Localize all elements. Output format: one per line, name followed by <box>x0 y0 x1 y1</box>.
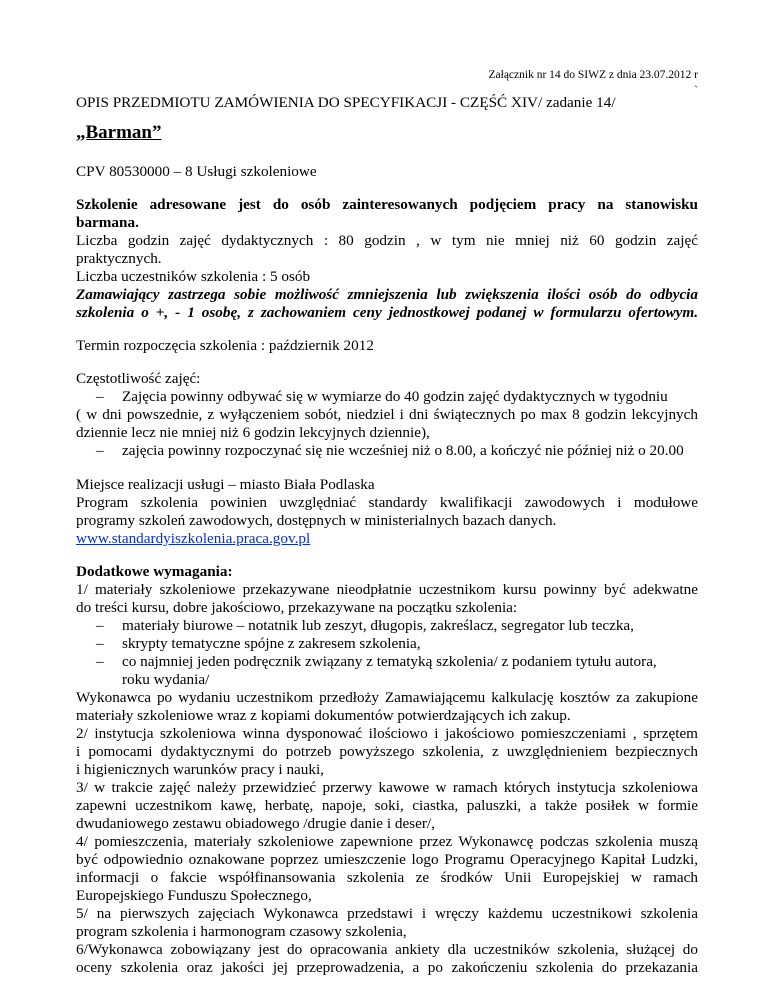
materials-item-3-line-2: roku wydania/ <box>122 671 210 688</box>
frequency-bullet-2 <box>96 442 684 461</box>
req-1b-line-2: materiały szkoleniowe wraz z kopiami dokumentów potwierdzających ich zakup. <box>76 707 571 724</box>
req-3-line-3: dwudaniowego zestawu obiadowego /drugie danie i deser/, <box>76 815 435 832</box>
location-line: Miejsce realizacji usługi – miasto Biała Podlaska <box>76 476 375 493</box>
frequency-label: Częstotliwość zajęć: <box>76 370 201 387</box>
materials-item-2 <box>96 635 421 654</box>
req-3-line-2: zapewni uczestnikom kawę, herbatę, napoje, soki, ciastka, paluszki, a także posiłek w formie <box>76 797 698 814</box>
req-2-line-2: i pomocami dydaktycznymi do potrzeb powyższego szkolenia, z uwzględnieniem bezpiecznych <box>76 743 698 760</box>
frequency-bullet-1-text: Zajęcia powinny odbywać się w wymiarze do 40 godzin zajęć dydaktycznych w tygodniu <box>122 388 668 405</box>
materials-item-2-text: skrypty tematyczne spójne z zakresem szkolenia, <box>122 635 421 652</box>
materials-item-1 <box>96 617 634 636</box>
dash-bullet: – <box>96 442 104 459</box>
req-4-line-4: Europejskiego Funduszu Społecznego, <box>76 887 312 904</box>
cpv-code: CPV 80530000 – 8 Usługi szkoleniowe <box>76 163 317 180</box>
req-4-line-1: 4/ pomieszczenia, materiały szkoleniowe zapewnione przez Wykonawcę podczas szkolenia muszą <box>76 833 698 850</box>
hours-line-1: Liczba godzin zajęć dydaktycznych : 80 godzin , w tym nie mniej niż 60 godzin zajęć <box>76 232 698 249</box>
frequency-bullet-1 <box>96 388 668 407</box>
frequency-line-2: ( w dni powszednie, z wyłączeniem sobót, niedziel i dni świątecznych po max 8 godzin lekcyjnych <box>76 406 698 423</box>
req-6-line-1: 6/Wykonawca zobowiązany jest do opracowania ankiety dla uczestników szkolenia, służącej do <box>76 941 698 958</box>
req-2-line-3: i higienicznych warunków pracy i nauki, <box>76 761 324 778</box>
req-5-line-2: program szkolenia i harmonogram czasowy szkolenia, <box>76 923 407 940</box>
document-title: „Barman” <box>76 122 162 143</box>
req-2-line-1: 2/ instytucja szkoleniowa winna dysponować ilościowo i jakościowo pomieszczeniami , sprzętem <box>76 725 698 742</box>
dash-bullet: – <box>96 617 104 634</box>
materials-item-3-text: co najmniej jeden podręcznik związany z tematyką szkolenia/ z podaniem tytułu autora, <box>122 653 657 670</box>
req-3-line-1: 3/ w trakcie zajęć należy przewidzieć przerwy kawowe w ramach których instytucja szkoleniowa <box>76 779 698 796</box>
dash-bullet: – <box>96 635 104 652</box>
program-line-1: Program szkolenia powinien uwzględniać standardy kwalifikacji zawodowych i modułowe <box>76 494 698 511</box>
standards-link[interactable]: www.standardyiszkolenia.praca.gov.pl <box>76 530 311 547</box>
intro-line-1: Szkolenie adresowane jest do osób zainteresowanych podjęciem pracy na stanowisku <box>76 196 698 213</box>
document-heading: OPIS PRZEDMIOTU ZAMÓWIENIA DO SPECYFIKACJI - CZĘŚĆ XIV/ zadanie 14/ <box>76 94 616 111</box>
req-4-line-3: informacji o fakcie współfinansowania szkolenia ze środków Unii Europejskiej w ramach <box>76 869 698 886</box>
materials-item-1-text: materiały biurowe – notatnik lub zeszyt, długopis, zakreślacz, segregator lub teczka, <box>122 617 634 634</box>
frequency-bullet-2-text: zajęcia powinny rozpoczynać się nie wcześniej niż o 8.00, a kończyć nie później niż o 20.00 <box>122 442 684 459</box>
hours-line-2: praktycznych. <box>76 250 162 267</box>
intro-line-2: barmana. <box>76 214 139 231</box>
req-5-line-1: 5/ na pierwszych zajęciach Wykonawca przedstawi i wręczy każdemu uczestnikowi szkolenia <box>76 905 698 922</box>
participants-count: Liczba uczestników szkolenia : 5 osób <box>76 268 311 285</box>
req-1b-line-1: Wykonawca po wydaniu uczestnikom przedłoży Zamawiającemu kalkulację kosztów za zakupione <box>76 689 698 706</box>
start-term: Termin rozpoczęcia szkolenia : październik 2012 <box>76 337 374 354</box>
program-line-2: programy szkoleń zawodowych, dostępnych w ministerialnych bazach danych. <box>76 512 557 529</box>
annex-reference: Załącznik nr 14 do SIWZ z dnia 23.07.2012 r <box>488 69 698 81</box>
dash-bullet: – <box>96 653 104 670</box>
dash-bullet: – <box>96 388 104 405</box>
req-1-line-1: 1/ materiały szkoleniowe przekazywane nieodpłatnie uczestnikom kursu powinny być adekwatne <box>76 581 698 598</box>
req-6-line-2: oceny szkolenia oraz jakości jej przeprowadzenia, a po zakończeniu szkolenia do przekazania <box>76 959 698 976</box>
req-1-line-2: do treści kursu, dobre jakościowo, przekazywane na początku szkolenia: <box>76 599 518 616</box>
additional-heading: Dodatkowe wymagania: <box>76 563 233 580</box>
materials-item-3 <box>96 653 698 672</box>
req-4-line-2: być odpowiednio oznakowane poprzez umieszczenie logo Programu Operacyjnego Kapitał Ludzki, <box>76 851 698 868</box>
stray-mark: ` <box>694 85 698 97</box>
reserve-line-2: szkolenia o +, - 1 osobę, z zachowaniem ceny jednostkowej podanej w formularzu ofertowym. <box>76 304 698 321</box>
reserve-line-1: Zamawiający zastrzega sobie możliwość zmniejszenia lub zwiększenia ilości osób do odbycia <box>76 286 698 303</box>
frequency-line-3: dziennie lecz nie mniej niż 6 godzin lekcyjnych dziennie), <box>76 424 430 441</box>
